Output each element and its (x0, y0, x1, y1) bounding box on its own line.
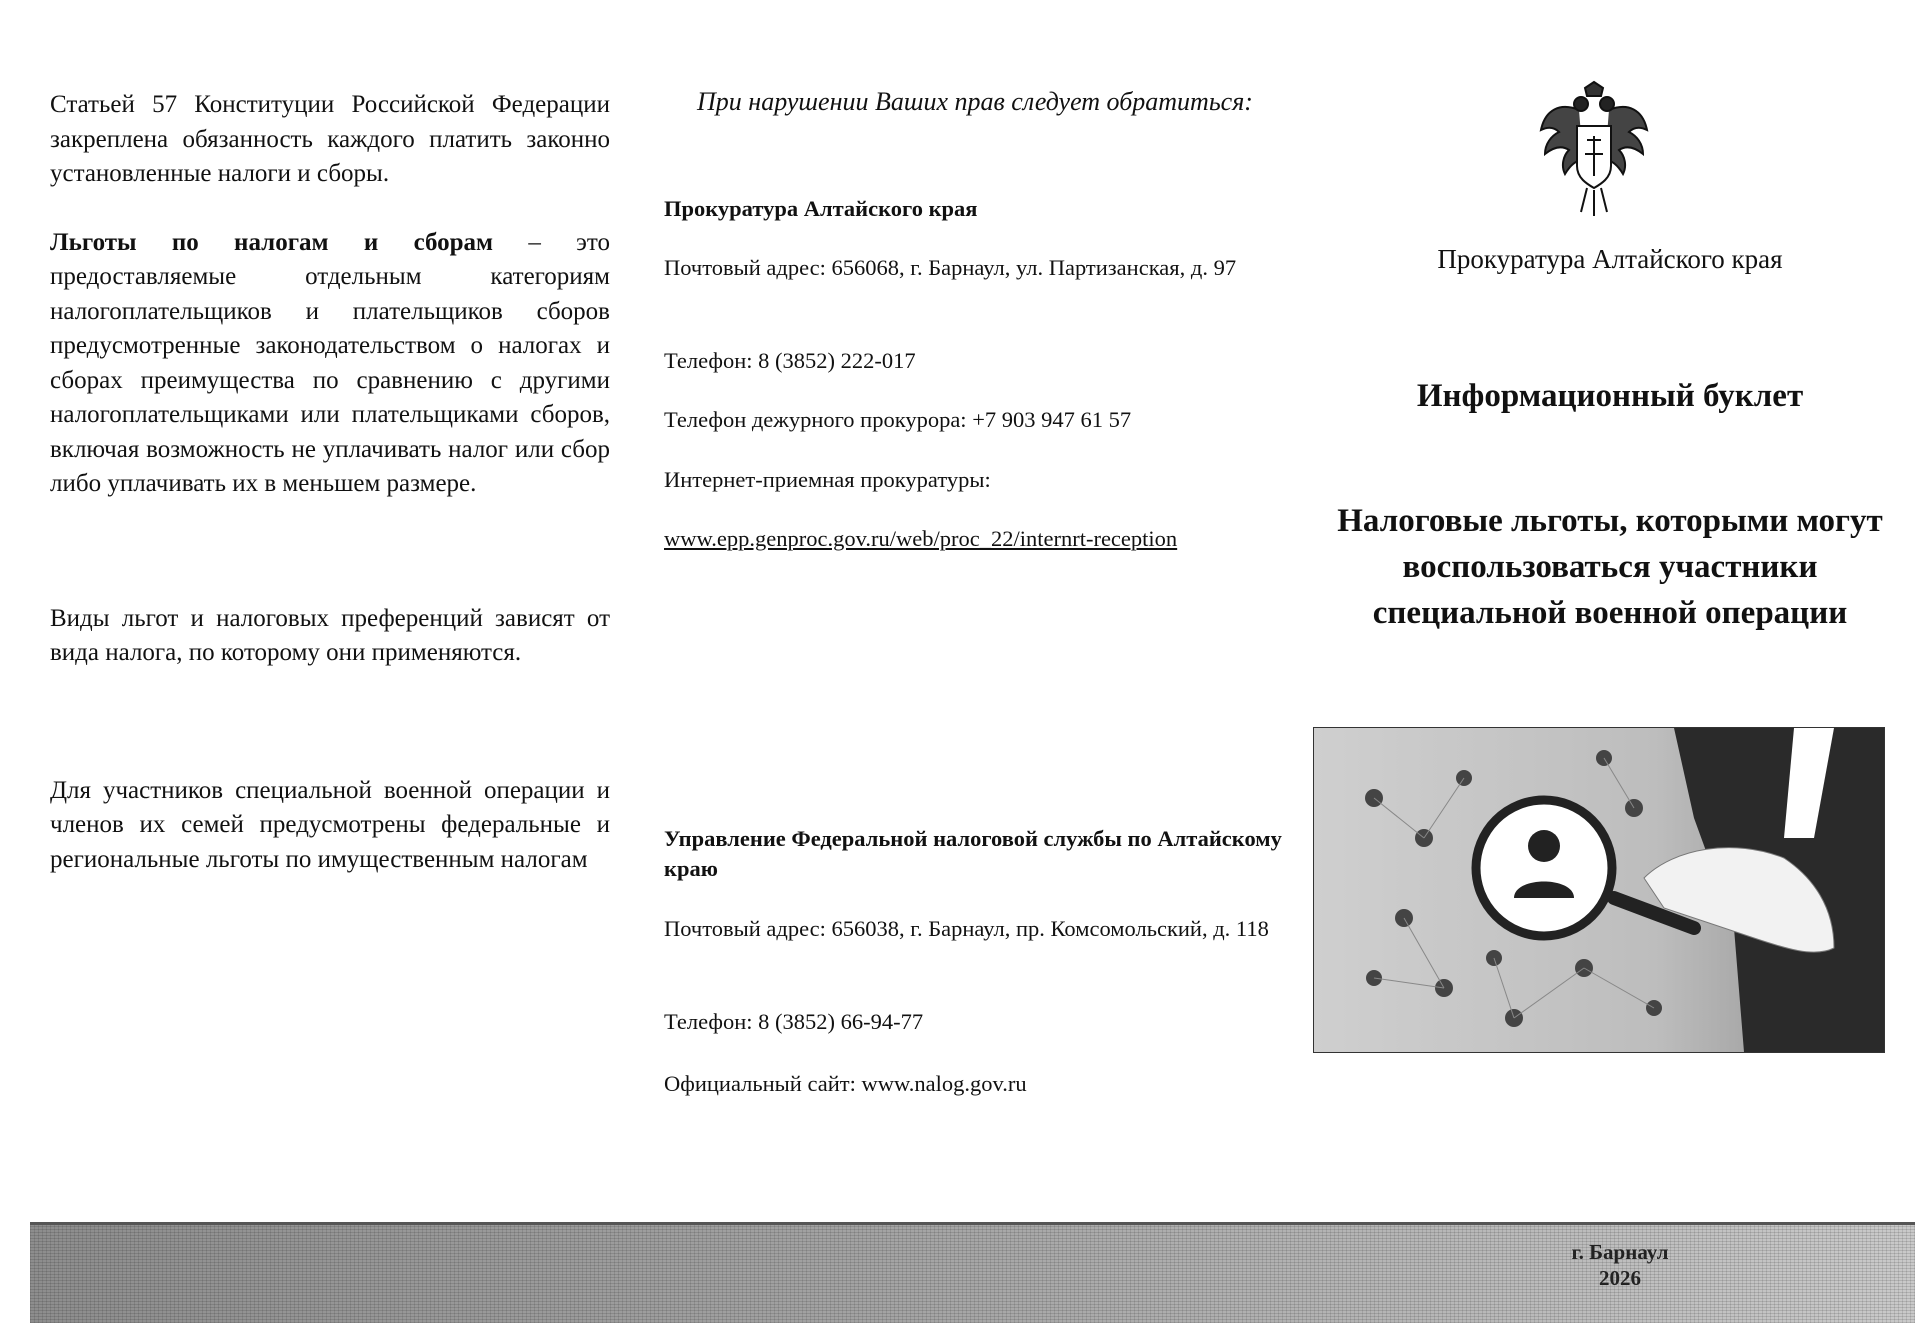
booklet-subtitle: Информационный буклет (1416, 378, 1804, 414)
tax-service-phone: Телефон: 8 (3852) 66-94-77 (664, 1009, 924, 1034)
footer-city: г. Барнаул (1571, 1240, 1669, 1264)
tax-service-site: Официальный сайт: www.nalog.gov.ru (664, 1071, 1027, 1096)
svo-benefits-paragraph: Для участников специальной военной операции и членов их семей предусмотрены федеральные и региональные льготы по имущественным налогам (50, 776, 610, 873)
benefit-types-paragraph: Виды льгот и налоговых преференций зависят от вида налога, по которому они применяются. (50, 604, 610, 666)
prosecutor-address: Почтовый адрес: 656068, г. Барнаул, ул. Партизанская, д. 97 (664, 255, 1237, 280)
prosecutor-duty-phone: Телефон дежурного прокурора: +7 903 947 61 57 (664, 407, 1132, 432)
tax-service-name: Управление Федеральной налоговой службы по Алтайскому краю (664, 826, 1282, 881)
booklet-title: Налоговые льготы, которыми могут воспользоваться участники специальной военной операции (1337, 503, 1883, 631)
footer-year: 2026 (1599, 1266, 1641, 1290)
reception-label: Интернет-приемная прокуратуры: (664, 467, 991, 492)
benefits-definition: – это предоставляемые отдельным категориям налогоплательщиков и плательщиков сборов предусмотренные законодательством о налогах и сборах преимущества по сравнению с другими налогоплательщиками или плательщиками сборов, включая возможность не уплачивать налог или сбор либо уплачивать их в меньшем размере. (50, 228, 610, 497)
constitution-paragraph: Статьей 57 Конституции Российской Федерации закреплена обязанность каждого платить законно установленные налоги и сборы. (50, 91, 610, 187)
benefits-term: Льготы по налогам и сборам (50, 228, 494, 256)
footer-city-year (1550, 1239, 1690, 1291)
left-column (50, 88, 610, 877)
magnifier-people-icon (1313, 727, 1885, 1053)
reception-link[interactable]: www.epp.genproc.gov.ru/web/proc_22/internrt-reception (664, 526, 1178, 551)
footer-strip (30, 1222, 1915, 1323)
tax-service-address: Почтовый адрес: 656038, г. Барнаул, пр. Комсомольский, д. 118 (664, 916, 1269, 941)
prosecutor-phone: Телефон: 8 (3852) 222-017 (664, 348, 916, 373)
benefits-definition-paragraph (50, 226, 610, 502)
contact-intro: При нарушении Ваших прав следует обратиться: (697, 87, 1253, 116)
prosecutor-name: Прокуратура Алтайского края (664, 196, 978, 221)
prosecutor-emblem-icon (1535, 80, 1653, 220)
org-name: Прокуратура Алтайского края (1437, 244, 1783, 274)
